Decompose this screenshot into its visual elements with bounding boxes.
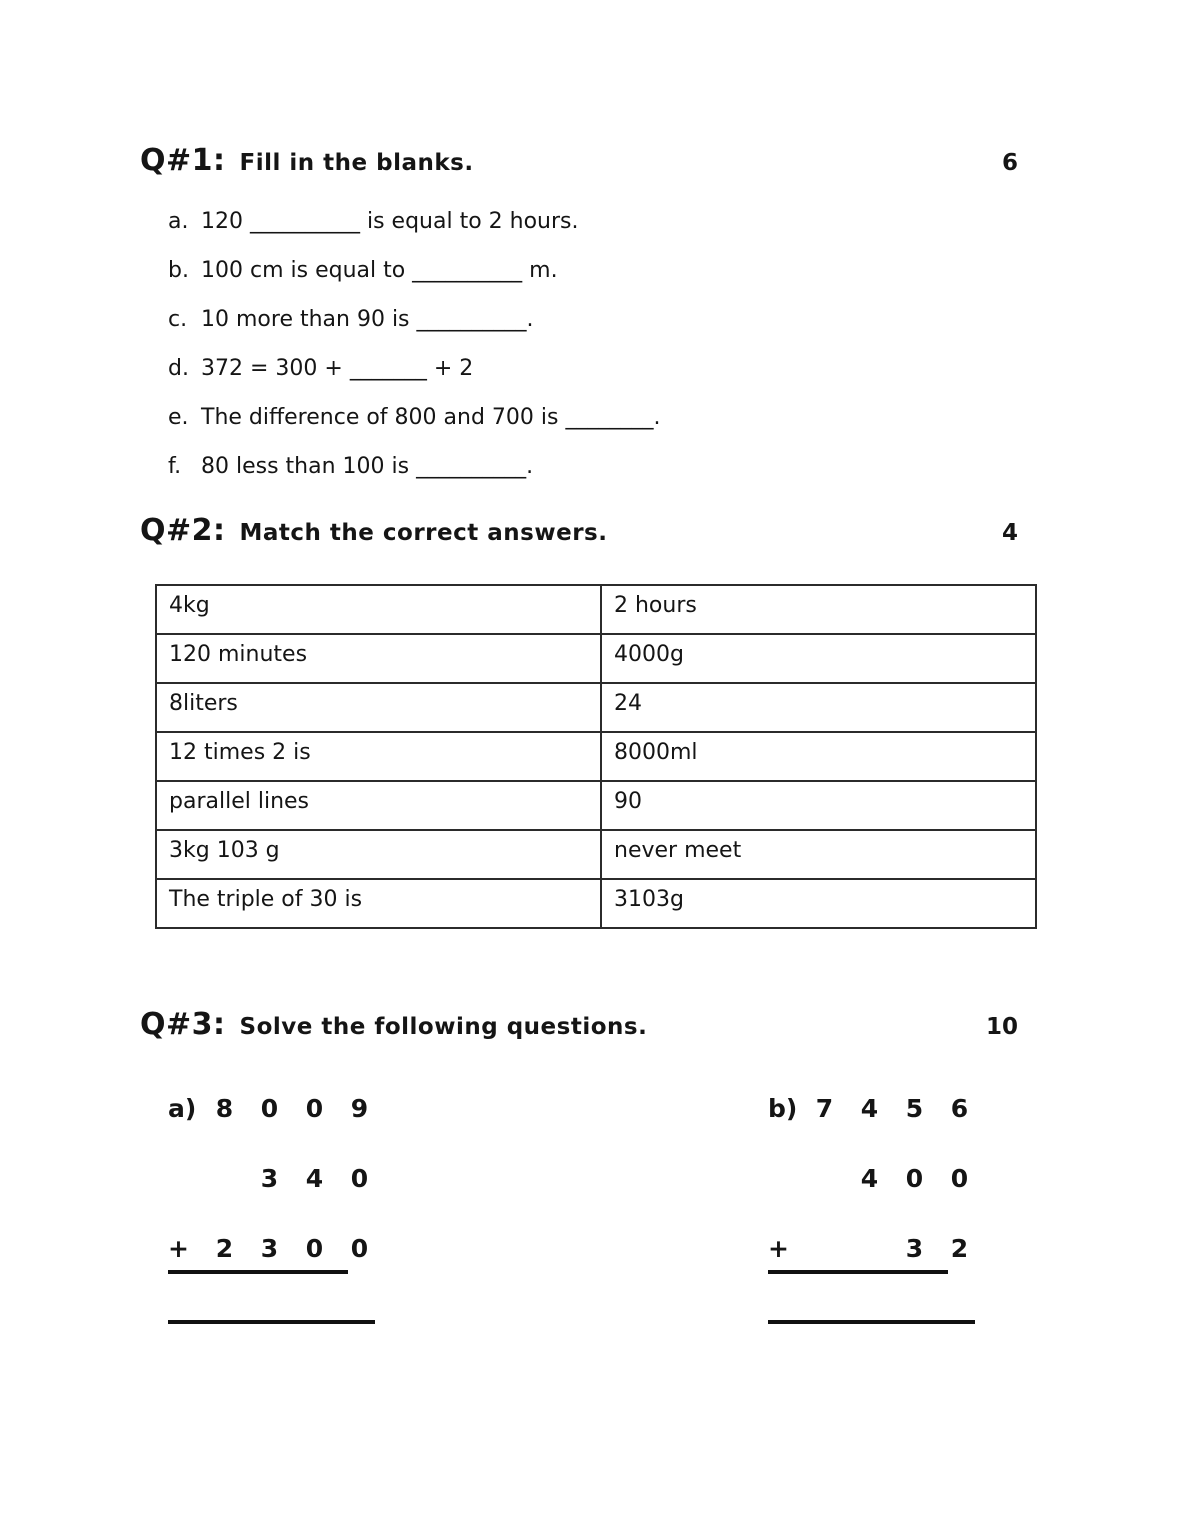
digit: 4 xyxy=(860,1164,879,1193)
digit: 9 xyxy=(350,1094,369,1123)
plus-operator: + xyxy=(168,1234,189,1263)
q2-marks: 4 xyxy=(1001,520,1018,546)
addend-row-2 xyxy=(168,1164,382,1194)
table-cell-left: 4kg xyxy=(156,585,601,634)
q2-title-group xyxy=(140,513,607,548)
spacer xyxy=(168,1164,202,1194)
question-1 xyxy=(140,143,1040,481)
question-2 xyxy=(140,513,1040,929)
digit: 0 xyxy=(305,1234,324,1263)
table-cell-left: 120 minutes xyxy=(156,634,601,683)
table-row xyxy=(156,830,1036,879)
problem-label: a) xyxy=(168,1094,197,1123)
answer-line xyxy=(768,1320,975,1324)
q3-instruction: Solve the following questions. xyxy=(239,1014,648,1040)
digit: 0 xyxy=(905,1164,924,1193)
q1-item-b xyxy=(168,257,1040,285)
digit: 4 xyxy=(305,1164,324,1193)
q2-header xyxy=(140,513,1018,548)
digit: 5 xyxy=(905,1094,924,1123)
addition-problems xyxy=(140,1094,1040,1334)
digit: 0 xyxy=(305,1094,324,1123)
addend-row-2 xyxy=(768,1164,982,1194)
digit: 7 xyxy=(815,1094,834,1123)
match-table xyxy=(155,584,1037,929)
worksheet-content xyxy=(140,143,1040,1334)
table-cell-right: 24 xyxy=(601,683,1036,732)
table-row xyxy=(156,634,1036,683)
table-row xyxy=(156,732,1036,781)
item-text: 10 more than 90 is __________. xyxy=(201,307,534,332)
digit: 0 xyxy=(350,1234,369,1263)
answer-line xyxy=(168,1320,375,1324)
table-row xyxy=(156,879,1036,928)
q1-item-d xyxy=(168,355,1040,383)
item-text: 120 __________ is equal to 2 hours. xyxy=(201,209,579,234)
q3-marks: 10 xyxy=(985,1014,1018,1040)
item-letter: d. xyxy=(168,356,189,381)
addend-row-1 xyxy=(168,1094,382,1124)
q1-item-a xyxy=(168,208,1040,236)
q1-instruction: Fill in the blanks. xyxy=(239,150,474,176)
q1-marks: 6 xyxy=(1001,150,1018,176)
table-row xyxy=(156,781,1036,830)
item-letter: f. xyxy=(168,454,182,479)
addend-row-3 xyxy=(768,1234,969,1274)
q3-title-group xyxy=(140,1007,647,1042)
q2-instruction: Match the correct answers. xyxy=(239,520,608,546)
table-cell-right: never meet xyxy=(601,830,1036,879)
item-text: 100 cm is equal to __________ m. xyxy=(201,258,558,283)
table-cell-right: 4000g xyxy=(601,634,1036,683)
table-row xyxy=(156,683,1036,732)
digit xyxy=(802,1164,847,1194)
q1-header xyxy=(140,143,1018,178)
digit xyxy=(802,1234,847,1264)
addend-row-3 xyxy=(168,1234,369,1274)
q1-item-e xyxy=(168,404,1040,432)
digit: 0 xyxy=(950,1164,969,1193)
plus-operator: + xyxy=(768,1234,789,1263)
table-cell-left: 12 times 2 is xyxy=(156,732,601,781)
table-cell-left: 3kg 103 g xyxy=(156,830,601,879)
item-text: 80 less than 100 is __________. xyxy=(201,454,534,479)
q1-item-c xyxy=(168,306,1040,334)
item-text: The difference of 800 and 700 is ________. xyxy=(201,405,661,430)
addition-problem-b xyxy=(768,1094,982,1324)
q3-header xyxy=(140,1007,1018,1042)
q3-number: Q#3: xyxy=(140,1007,226,1042)
digit: 0 xyxy=(350,1164,369,1193)
digit: 3 xyxy=(905,1234,924,1263)
table-cell-right: 8000ml xyxy=(601,732,1036,781)
digit: 6 xyxy=(950,1094,969,1123)
spacer xyxy=(768,1164,802,1194)
question-3 xyxy=(140,1007,1040,1334)
table-cell-right: 2 hours xyxy=(601,585,1036,634)
digit: 3 xyxy=(260,1164,279,1193)
addend-row-1 xyxy=(768,1094,982,1124)
q1-title-group xyxy=(140,143,474,178)
item-letter: e. xyxy=(168,405,189,430)
table-cell-right: 90 xyxy=(601,781,1036,830)
item-letter: a. xyxy=(168,209,189,234)
item-letter: c. xyxy=(168,307,188,332)
digit: 2 xyxy=(215,1234,234,1263)
digit: 3 xyxy=(260,1234,279,1263)
q1-number: Q#1: xyxy=(140,143,226,178)
q1-items xyxy=(140,208,1040,481)
digit xyxy=(202,1164,247,1194)
table-cell-left: 8liters xyxy=(156,683,601,732)
table-row xyxy=(156,585,1036,634)
digit: 4 xyxy=(860,1094,879,1123)
table-cell-left: parallel lines xyxy=(156,781,601,830)
addition-problem-a xyxy=(168,1094,382,1324)
digit xyxy=(847,1234,892,1264)
digit: 8 xyxy=(215,1094,234,1123)
digit: 0 xyxy=(260,1094,279,1123)
q1-item-f xyxy=(168,453,1040,481)
q2-number: Q#2: xyxy=(140,513,226,548)
table-cell-right: 3103g xyxy=(601,879,1036,928)
digit: 2 xyxy=(950,1234,969,1263)
item-text: 372 = 300 + _______ + 2 xyxy=(201,356,474,381)
table-cell-left: The triple of 30 is xyxy=(156,879,601,928)
problem-label: b) xyxy=(768,1094,798,1123)
item-letter: b. xyxy=(168,258,189,283)
